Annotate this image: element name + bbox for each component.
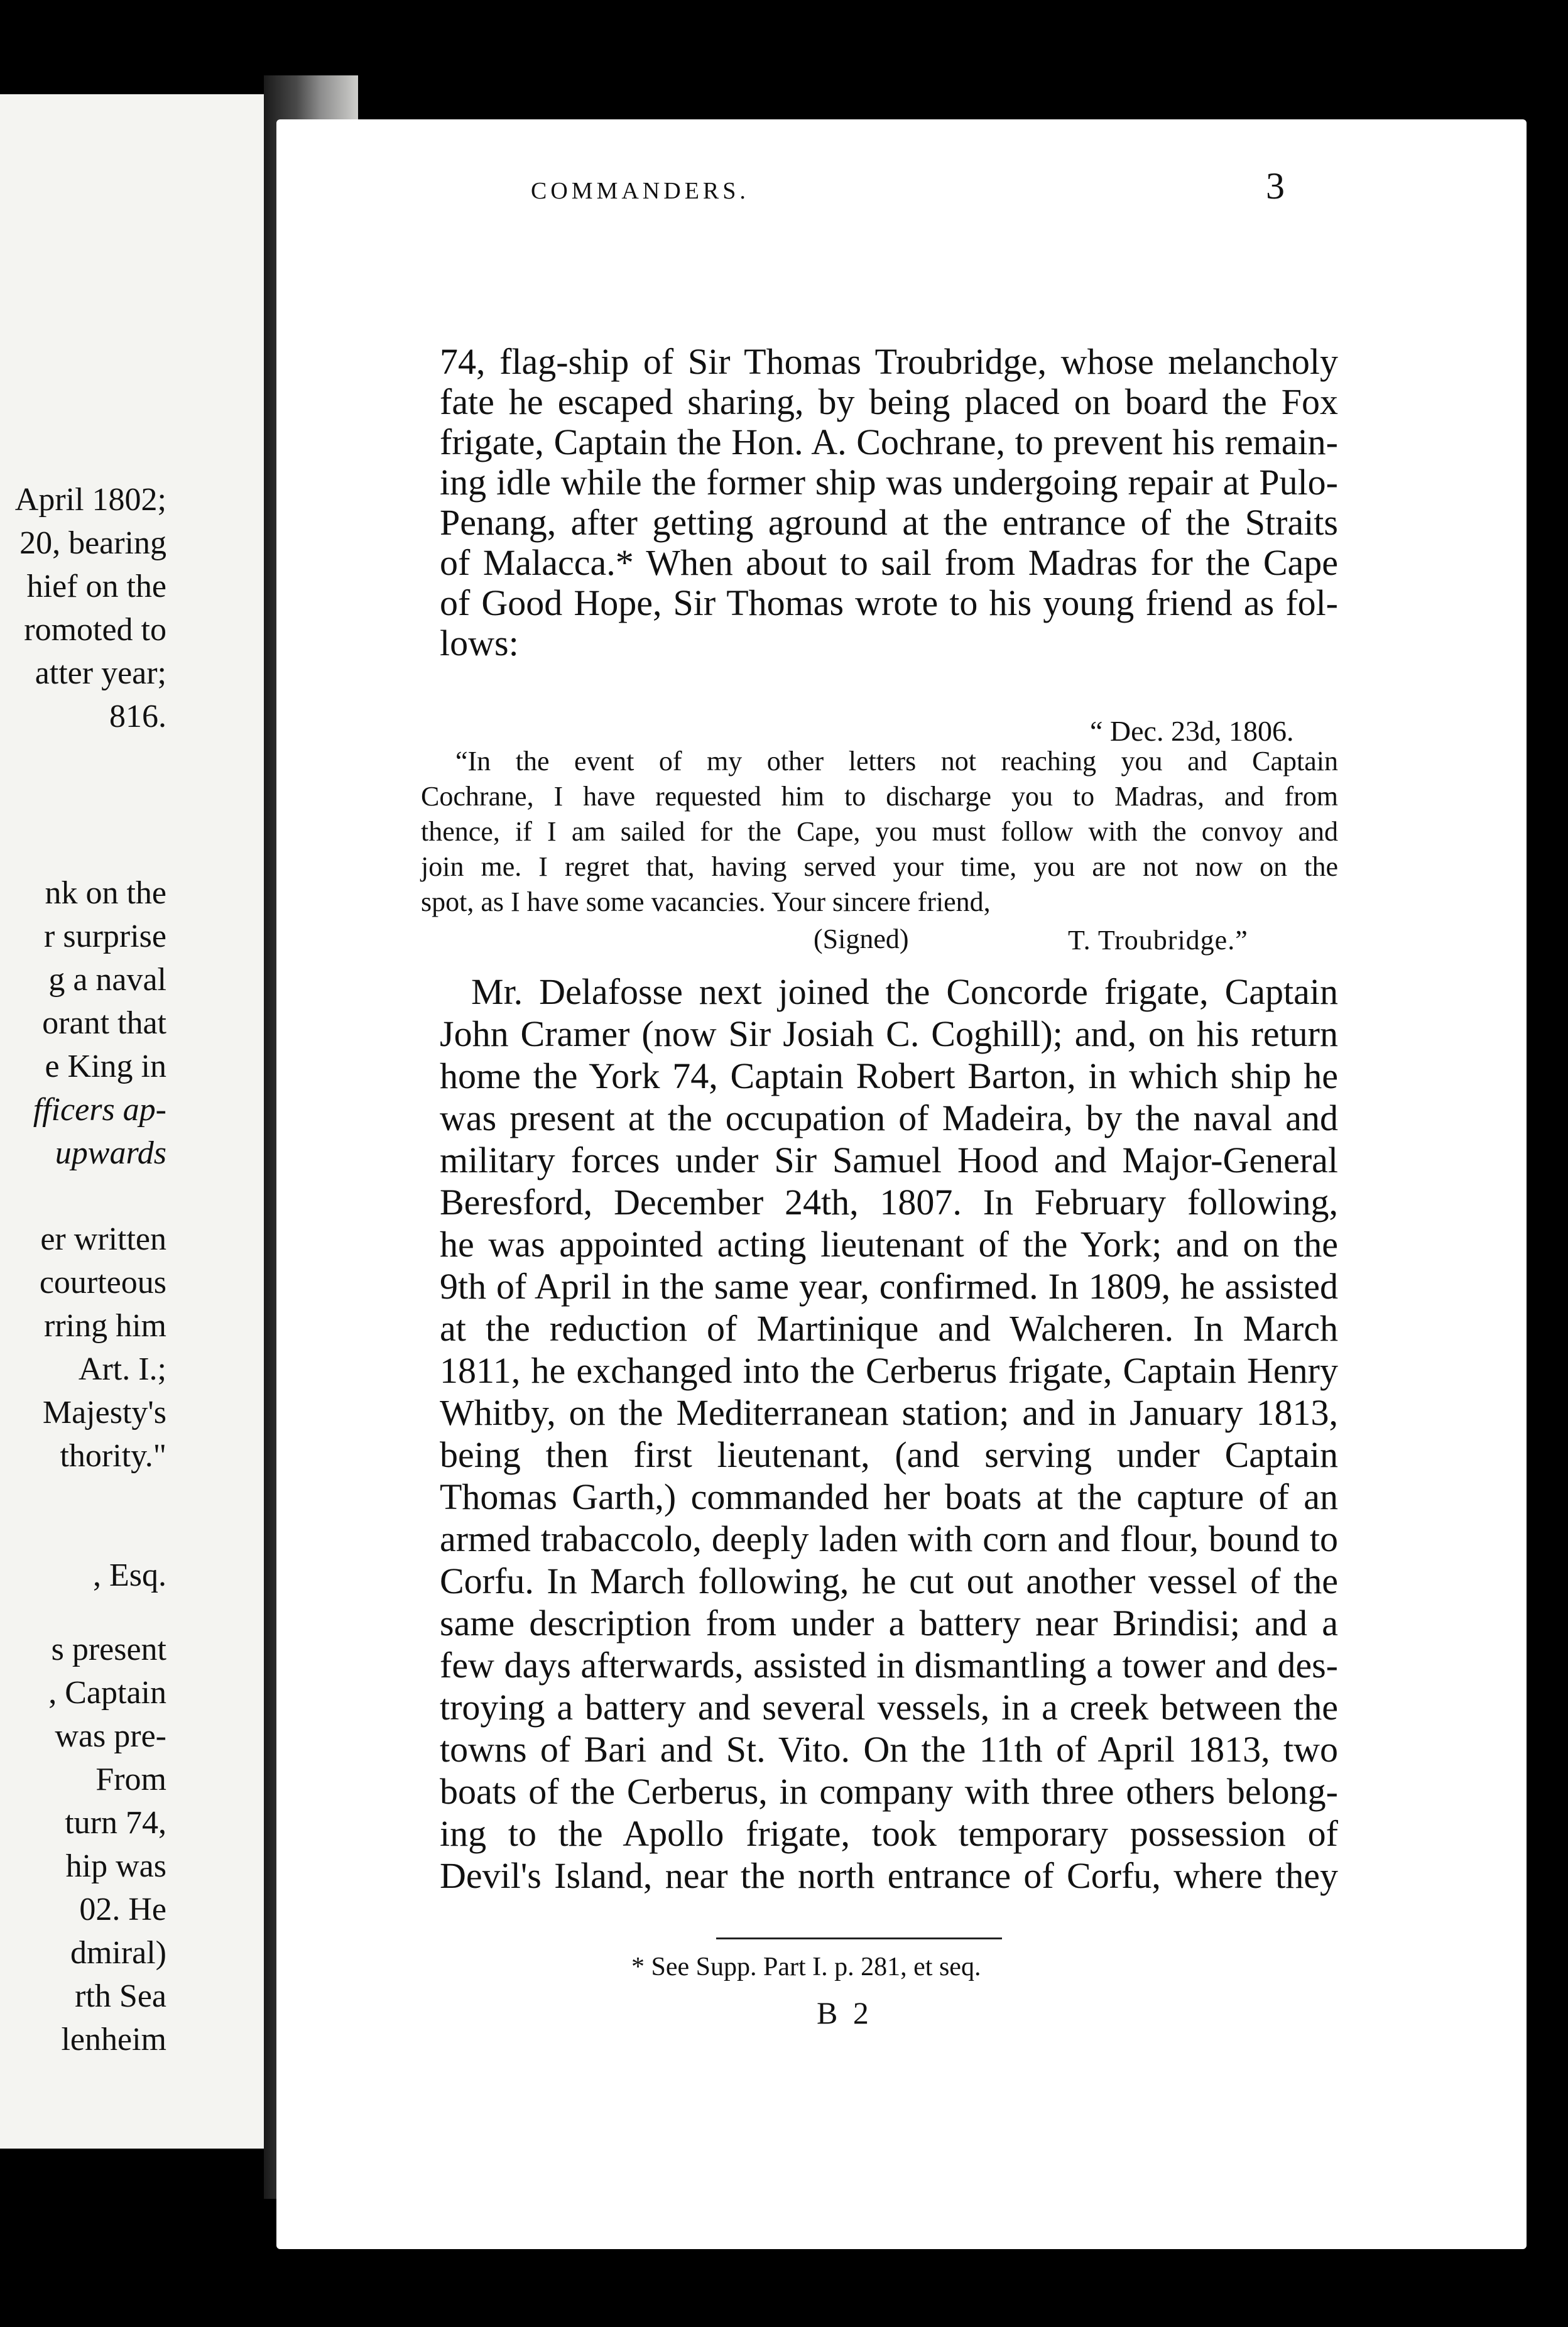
text-line: being then first lieutenant, (and serving under Captain [440, 1434, 1338, 1475]
prev-page-line: , Esq. [93, 1557, 166, 1593]
prev-page-line: hip was [65, 1848, 166, 1884]
text-line: 1811, he exchanged into the Cerberus frigate, Captain Henry [440, 1350, 1338, 1391]
prev-page-line: turn 74, [65, 1805, 166, 1841]
text-line: was present at the occupation of Madeira, by the naval and [440, 1098, 1338, 1138]
letter-line: join me. I regret that, having served your time, you are not now on the [421, 851, 1338, 882]
text-line: frigate, Captain the Hon. A. Cochrane, to prevent his remain- [440, 422, 1338, 462]
prev-page-line: rring him [44, 1308, 166, 1344]
text-line: John Cramer (now Sir Josiah C. Coghill); and, on his return [440, 1013, 1338, 1054]
letter-signatory: T. Troubridge.” [1068, 925, 1248, 956]
text-line: ing to the Apollo frigate, took temporary possession of [440, 1813, 1338, 1854]
prev-page-line: courteous [39, 1265, 166, 1300]
letter-line: thence, if I am sailed for the Cape, you must follow with the convoy and [421, 816, 1338, 847]
prev-page-line: Majesty's [42, 1395, 166, 1431]
prev-page-line: e King in [45, 1049, 166, 1084]
prev-page-line: r surprise [44, 918, 166, 954]
text-line: lows: [440, 623, 519, 663]
footnote: * See Supp. Part I. p. 281, et seq. [631, 1953, 981, 1981]
prev-page-line: thority." [60, 1438, 166, 1474]
prev-page-line: hief on the [26, 569, 166, 604]
letter-line: Cochrane, I have requested him to discharge you to Madras, and from [421, 781, 1338, 812]
text-line: fate he escaped sharing, by being placed on board the Fox [440, 381, 1338, 422]
text-line: towns of Bari and St. Vito. On the 11th of April 1813, two [440, 1729, 1338, 1770]
text-line: Penang, after getting aground at the entrance of the Straits [440, 502, 1338, 543]
letter-signed-label: (Signed) [814, 924, 909, 954]
prev-page-line: April 1802; [14, 482, 166, 518]
text-line: Mr. Delafosse next joined the Concorde frigate, Captain [471, 971, 1338, 1012]
prev-page-line: upwards [55, 1135, 166, 1171]
letter-line: spot, as I have some vacancies. Your sincere friend, [421, 886, 991, 917]
prev-page-line: orant that [42, 1005, 166, 1041]
text-line: Corfu. In March following, he cut out another vessel of the [440, 1561, 1338, 1601]
prev-page-line: fficers ap- [33, 1092, 166, 1128]
prev-page-line: From [95, 1762, 166, 1797]
prev-page-line: romoted to [24, 612, 166, 648]
signature-mark: B 2 [817, 1995, 873, 2030]
text-line: at the reduction of Martinique and Walcheren. In March [440, 1308, 1338, 1349]
prev-page-line: was pre- [55, 1718, 166, 1754]
running-head: COMMANDERS. [531, 178, 749, 204]
footnote-rule [716, 1937, 1002, 1939]
text-line: armed trabaccolo, deeply laden with corn and flour, bound to [440, 1518, 1338, 1559]
text-line: he was appointed acting lieutenant of the York; and on the [440, 1224, 1338, 1265]
text-line: 9th of April in the same year, confirmed. In 1809, he assisted [440, 1266, 1338, 1307]
text-line: home the York 74, Captain Robert Barton, in which ship he [440, 1055, 1338, 1096]
letter-date: “ Dec. 23d, 1806. [1090, 715, 1294, 747]
prev-page-line: nk on the [45, 875, 166, 911]
text-line: Whitby, on the Mediterranean station; and in January 1813, [440, 1392, 1338, 1433]
text-line: boats of the Cerberus, in company with three others belong- [440, 1771, 1338, 1812]
letter-line: “In the event of my other letters not reaching you and Captain [455, 746, 1338, 777]
text-line: military forces under Sir Samuel Hood and Major-General [440, 1140, 1338, 1180]
prev-page-line: 20, bearing [19, 525, 166, 561]
text-line: of Malacca.* When about to sail from Madras for the Cape [440, 542, 1338, 583]
prev-page-line: 02. He [79, 1892, 166, 1927]
prev-page-line: , Captain [48, 1675, 166, 1711]
text-line: Thomas Garth,) commanded her boats at the capture of an [440, 1476, 1338, 1517]
text-line: Devil's Island, near the north entrance of Corfu, where they [440, 1855, 1338, 1896]
text-line: ing idle while the former ship was undergoing repair at Pulo- [440, 462, 1338, 503]
prev-page-line: 816. [109, 699, 166, 734]
prev-page-line: g a naval [48, 962, 166, 998]
prev-page-line: lenheim [61, 2022, 166, 2057]
prev-page-line: er written [40, 1221, 166, 1257]
prev-page-line: Art. I.; [78, 1351, 166, 1387]
prev-page-line: dmiral) [70, 1935, 166, 1971]
text-line: Beresford, December 24th, 1807. In February following, [440, 1182, 1338, 1223]
prev-page-line: s present [51, 1632, 166, 1667]
text-line: of Good Hope, Sir Thomas wrote to his young friend as fol- [440, 582, 1338, 623]
text-line: few days afterwards, assisted in dismantling a tower and des- [440, 1645, 1338, 1686]
text-line: same description from under a battery near Brindisi; and a [440, 1603, 1338, 1643]
previous-page-fragment [0, 94, 264, 2149]
prev-page-line: rth Sea [75, 1978, 166, 2014]
text-line: 74, flag-ship of Sir Thomas Troubridge, whose melancholy [440, 341, 1338, 382]
page-number: 3 [1266, 165, 1285, 207]
prev-page-line: atter year; [35, 655, 166, 691]
text-line: troying a battery and several vessels, in a creek between the [440, 1687, 1338, 1728]
